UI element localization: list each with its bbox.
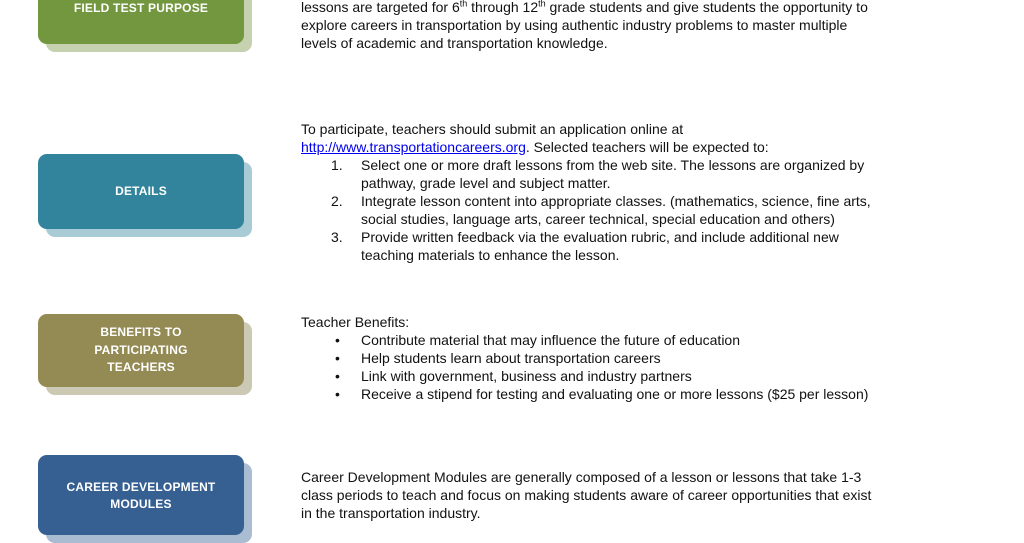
list-item: • Contribute material that may influence the future of education (335, 332, 740, 348)
benefits-tab (38, 314, 244, 387)
list-item: • Link with government, business and industry partners (335, 368, 692, 384)
website-link[interactable]: http://www.transportationcareers.org (301, 139, 526, 155)
tab-label: FIELD TEST PURPOSE (73, 1, 209, 16)
tab-label: DETAILS (115, 183, 167, 198)
career-modules-text (301, 468, 991, 522)
bullet-icon: • (335, 386, 340, 402)
tab-label-line: MODULES (110, 497, 172, 512)
text-line: class periods to teach and focus on making students aware of career opportunities that exist (301, 487, 872, 503)
tab-label-line: TEACHERS (107, 360, 175, 375)
text-line: lessons are targeted for 6th through 12th grade students and give students the opportunity to (301, 0, 868, 15)
purpose-text (301, 0, 991, 52)
career-modules-tab (38, 455, 244, 535)
text-line: levels of academic and transportation knowledge. (301, 35, 608, 51)
tab-label-line: CAREER DEVELOPMENT (66, 480, 216, 494)
bullet-icon: • (335, 368, 340, 384)
text-line: explore careers in transportation by using authentic industry problems to master multiple (301, 17, 848, 33)
requirements-list (301, 156, 991, 264)
bullet-icon: • (335, 350, 340, 366)
tab-label-line: BENEFITS TO (100, 325, 182, 340)
list-item: • Help students learn about transportation careers (335, 350, 661, 366)
list-item: 1. Select one or more draft lessons from the web site. The lessons are organized by pathway, grade level and subject matter. (331, 157, 865, 191)
text-line: Career Development Modules are generally composed of a lesson or lessons that take 1-3 (301, 469, 862, 485)
text-line: in the transportation industry. (301, 505, 481, 521)
link-line: http://www.transportationcareers.org. Selected teachers will be expected to: (301, 139, 769, 155)
benefits-heading: Teacher Benefits: (301, 314, 410, 330)
intro-line: To participate, teachers should submit an application online at (301, 121, 684, 137)
field-test-purpose-tab (38, 0, 244, 44)
benefits-text (301, 313, 991, 403)
tab-label-line: PARTICIPATING (94, 342, 188, 357)
list-item: 3. Provide written feedback via the evaluation rubric, and include additional new teaching materials to enhance the lesson. (331, 229, 839, 263)
details-text (301, 120, 991, 264)
list-item: 2. Integrate lesson content into appropriate classes. (mathematics, science, fine arts, social studies, language arts, career technical, special education and others) (331, 193, 871, 227)
benefits-list (301, 331, 991, 403)
list-item: • Receive a stipend for testing and evaluating one or more lessons ($25 per lesson) (335, 386, 869, 402)
details-tab (38, 154, 244, 229)
bullet-icon: • (335, 332, 340, 348)
